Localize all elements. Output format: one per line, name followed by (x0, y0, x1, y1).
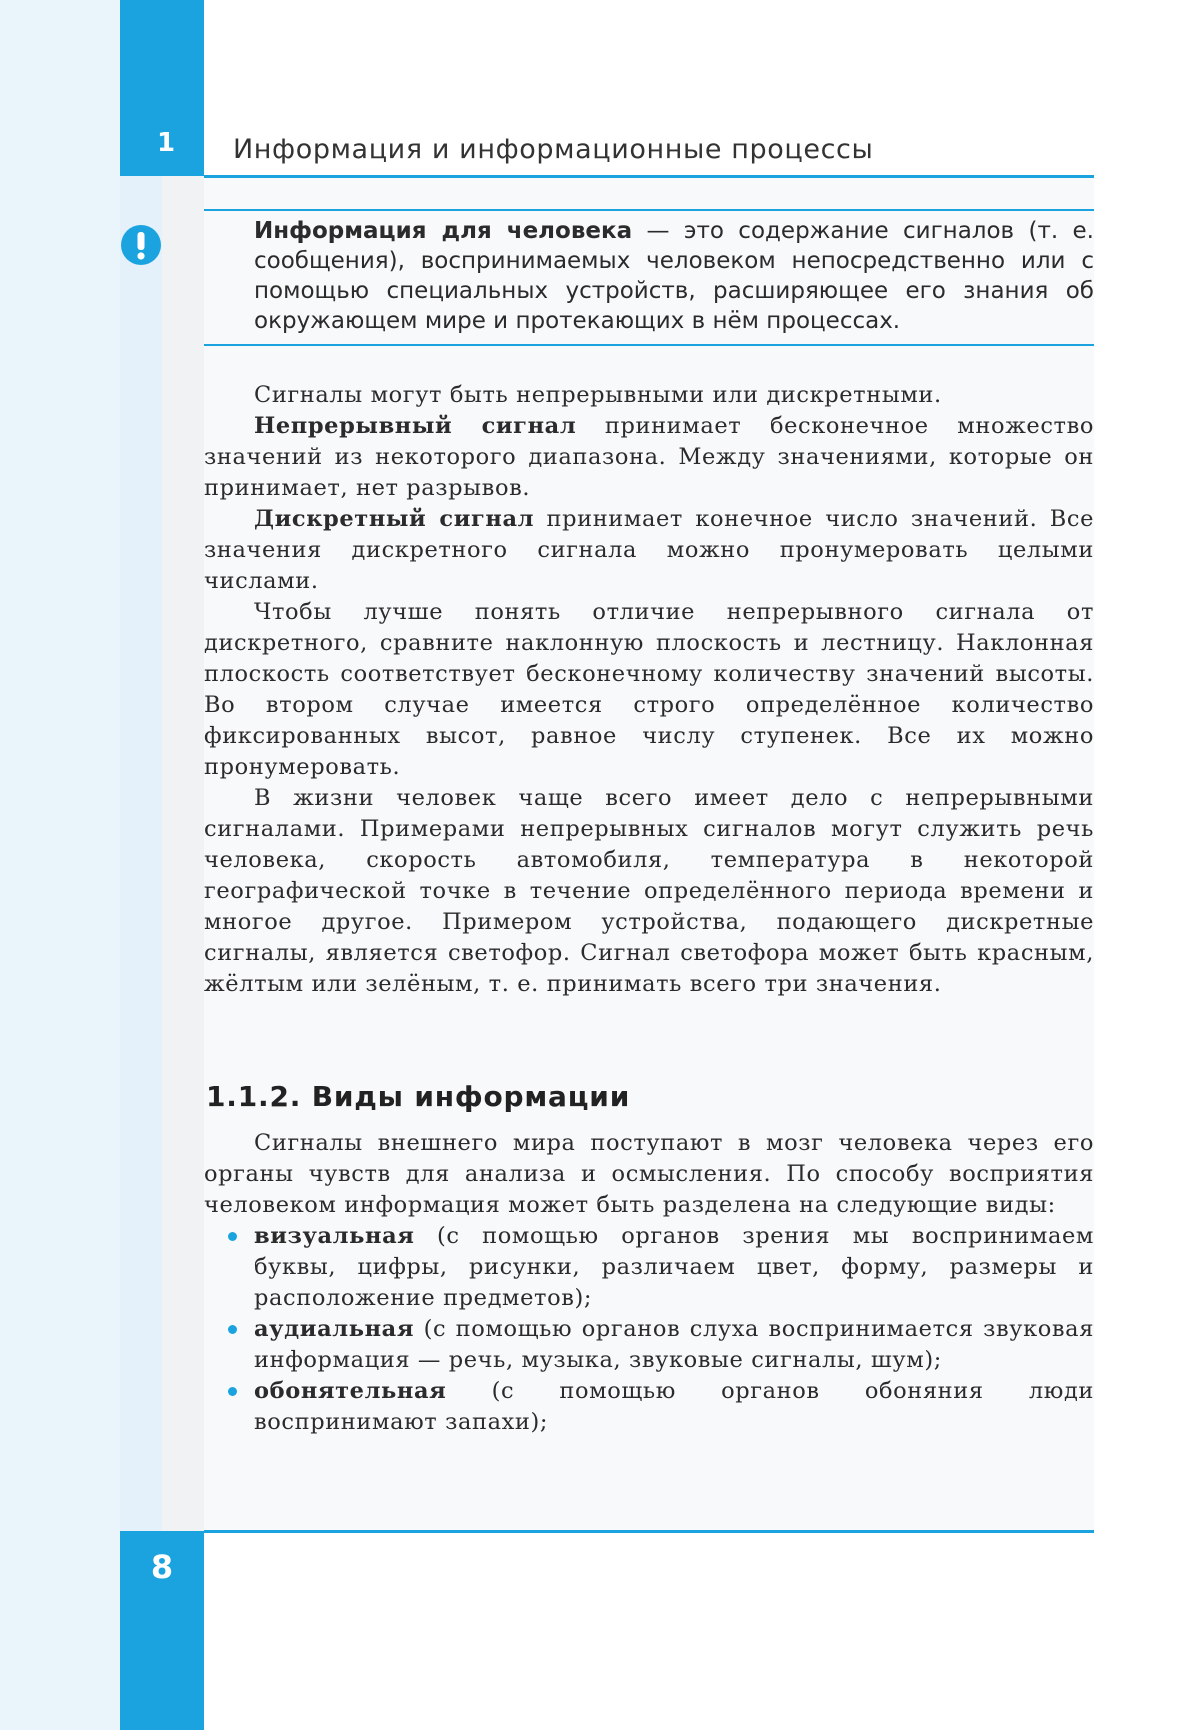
paragraph-term: Непрерывный сигнал (254, 413, 577, 439)
left-margin-band (0, 0, 120, 1730)
section-heading: 1.1.2. Виды информации (206, 1080, 631, 1113)
footer-rule (204, 1530, 1094, 1533)
bullet-icon (228, 1232, 237, 1241)
definition-bottom-rule (204, 344, 1094, 346)
paragraph: В жизни человек чаще всего имеет дело с непрерывными сигналами. Примерами непрерывных сигналов могут служить речь человека, скорость автомобиля, температура в некоторой географической точке в течение определённого периода времени и многое другое. Примером устройства, подающего дискретные сигналы, является светофор. Сигнал светофора может быть красным, жёлтым или зелёным, т. е. принимать всего три значения. (204, 785, 1094, 997)
paragraph-term: Дискретный сигнал (254, 506, 535, 532)
header-rule (204, 175, 1094, 178)
margin-panel (162, 176, 204, 1531)
definition-body: — это содержание сигналов (т. е. сообщения), воспринимаемых человеком непосредственно или с помощью специальных устройств, расширяющее его знания об окружающем мире и протекающих в нём процессах. (254, 218, 1094, 334)
paragraph: Дискретный сигнал принимает конечное число значений. Все значения дискретного сигнала можно пронумеровать целыми числами. (204, 506, 1094, 594)
definition-text (254, 216, 1094, 336)
page-number: 8 (150, 1548, 174, 1586)
chapter-number: 1 (156, 128, 176, 158)
bullet-icon (228, 1325, 237, 1334)
running-title: Информация и информационные процессы (233, 134, 874, 165)
paragraph: Чтобы лучше понять отличие непрерывного сигнала от дискретного, сравните наклонную плоскость и лестницу. Наклонная плоскость соответствует бесконечному количеству значений высоты. Во втором случае имеется строго определённое количество фиксированных высот, равное числу ступенек. Все их можно пронумеровать. (204, 599, 1094, 780)
paragraph: Непрерывный сигнал принимает бесконечное множество значений из некоторого диапазона. Между значениями, которые он принимает, нет разрывов. (204, 413, 1094, 501)
definition-top-rule (204, 209, 1094, 211)
main-text (204, 380, 1094, 1000)
section-intro: Сигналы внешнего мира поступают в мозг человека через его органы чувств для анализа и осмысления. По способу восприятия человеком информация может быть разделена на следующие виды: (204, 1130, 1094, 1218)
section-text (204, 1128, 1094, 1438)
list-item: визуальная (с помощью органов зрения мы воспринимаем буквы, цифры, рисунки, различаем цвет, форму, размеры и расположение предметов); (204, 1221, 1094, 1314)
definition-term: Информация для человека (254, 218, 633, 244)
exclamation-icon (120, 224, 162, 266)
bullet-icon (228, 1387, 237, 1396)
list-item: обонятельная (с помощью органов обоняния люди воспринимают запахи); (204, 1376, 1094, 1438)
paragraph: Сигналы могут быть непрерывными или дискретными. (254, 382, 942, 408)
list-item: аудиальная (с помощью органов слуха воспринимается звуковая информация — речь, музыка, звуковые сигналы, шум); (204, 1314, 1094, 1376)
info-types-list (204, 1221, 1094, 1438)
